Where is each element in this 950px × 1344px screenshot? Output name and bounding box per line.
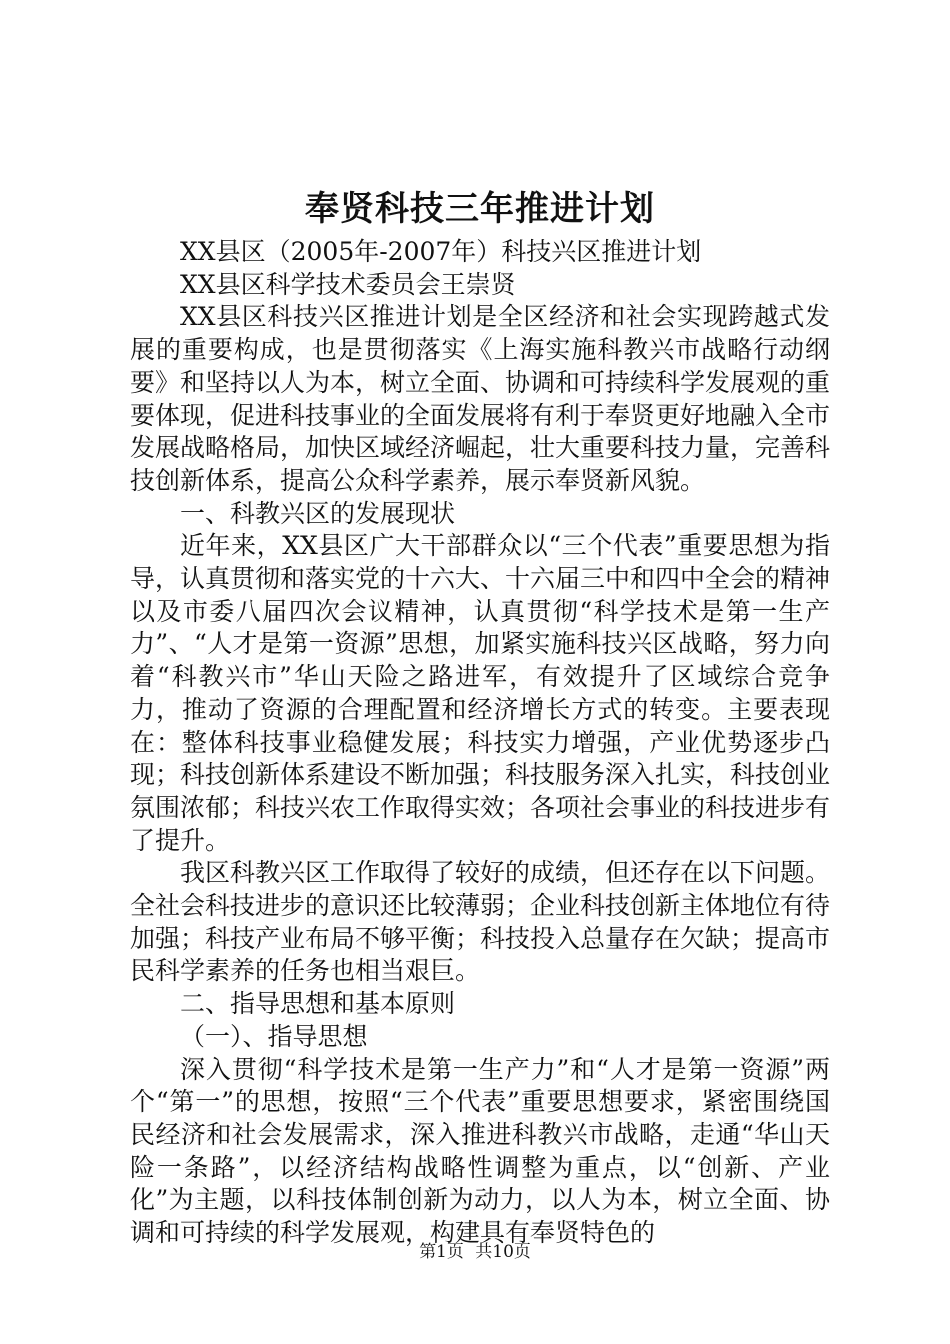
paragraph-plan-title: XX县区（2005年-2007年）科技兴区推进计划 xyxy=(180,237,702,266)
paragraph-author: XX县区科学技术委员会王崇贤 xyxy=(180,269,516,299)
section-heading-1: 一、科教兴区的发展现状 xyxy=(180,498,456,528)
subsection-heading-1: （一）、指导思想 xyxy=(180,1021,368,1051)
paragraph-status: 近年来，XX县区广大干部群众以“三个代表”重要思想为指导，认真贯彻和落实党的十六大、十六届三中和四中全会的精神以及市委八届四次会议精神，认真贯彻“科学技术是第一生产力”、“人才是第一资源”思想，加紧实施科技兴区战略，努力向着“科教兴市”华山天险之路进军，有效提升了区域综合竞争力，推动了资源的合理配置和经济增长方式的转变。主要表现在：整体科技事业稳健发展；科技实力增强，产业优势逐步凸现；科技创新体系建设不断加强；科技服务深入扎实，科技创业氛围浓郁；科技兴农工作取得实效；各项社会事业的科技进步有了提升。 xyxy=(130,531,831,855)
document-body xyxy=(130,236,830,1250)
page-footer xyxy=(0,1240,950,1264)
page-number: 第1页 xyxy=(419,1242,464,1262)
document-title: 奉贤科技三年推进计划 xyxy=(305,189,655,229)
paragraph-intro: XX县区科技兴区推进计划是全区经济和社会实现跨越式发展的重要构成，也是贯彻落实《上海实施科教兴市战略行动纲要》和坚持以人为本，树立全面、协调和可持续科学发展观的重要体现，促进科技事业的全面发展将有利于奉贤更好地融入全市发展战略格局，加快区域经济崛起，壮大重要科技力量，完善科技创新体系，提高公众科学素养，展示奉贤新风貌。 xyxy=(130,302,831,495)
page-total: 共10页 xyxy=(475,1242,531,1262)
section-heading-2: 二、指导思想和基本原则 xyxy=(180,989,456,1019)
paragraph-guiding-thought: 深入贯彻“科学技术是第一生产力”和“人才是第一资源”两个“第一”的思想，按照“三个代表”重要思想要求，紧密围绕国民经济和社会发展需求，深入推进科教兴市战略，走通“华山天险一条路”，以经济结构战略性调整为重点，以“创新、产业化”为主题，以科技体制创新为动力，以人为本，树立全面、协调和可持续的科学发展观，构建具有奉贤特色的 xyxy=(130,1054,830,1248)
document-page xyxy=(130,0,830,1344)
paragraph-problems: 我区科教兴区工作取得了较好的成绩，但还存在以下问题。全社会科技进步的意识还比较薄弱；企业科技创新主体地位有待加强；科技产业布局不够平衡；科技投入总量存在欠缺；提高市民科学素养的任务也相当艰巨。 xyxy=(130,858,831,986)
